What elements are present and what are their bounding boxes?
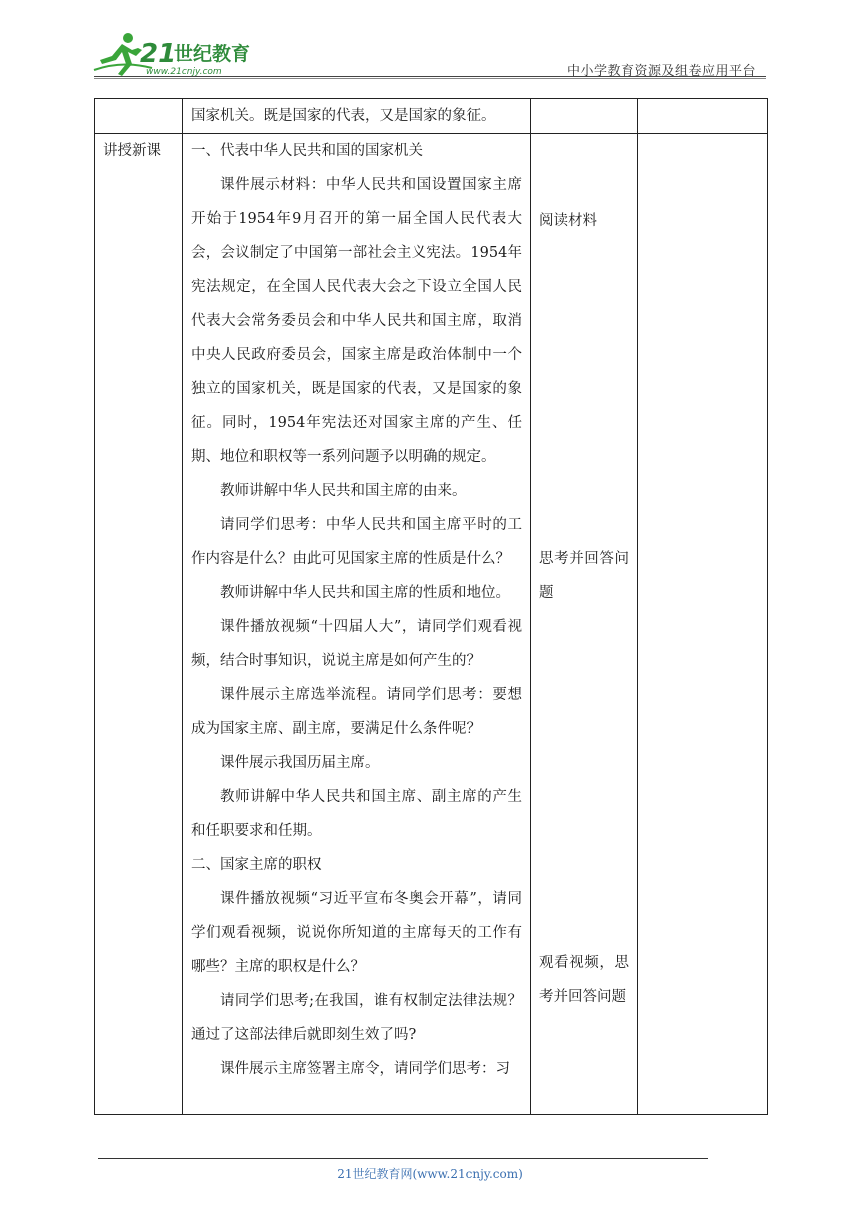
heading-2: 二、国家主席的职权 xyxy=(191,857,322,873)
table-row xyxy=(95,134,768,1115)
header-divider-thin xyxy=(94,78,766,79)
cell-text: 国家机关。既是国家的代表，又是国家的象征。 xyxy=(191,108,496,124)
section-label-cell xyxy=(95,134,183,1115)
table-cell xyxy=(95,99,183,134)
section-label: 讲授新课 xyxy=(103,143,161,159)
paragraph: 教师讲解中华人民共和国主席的性质和地位。 xyxy=(220,585,510,601)
paragraph: 请同学们思考：中华人民共和国主席平时的工作内容是什么？由此可见国家主席的性质是什么？ xyxy=(191,517,522,567)
page-header xyxy=(0,0,860,80)
paragraph: 课件播放视频“习近平宣布冬奥会开幕”，请同学们观看视频，说说你所知道的主席每天的工作有哪些？主席的职权是什么？ xyxy=(191,891,522,975)
svg-text:www.21cnjy.com: www.21cnjy.com xyxy=(146,67,222,77)
paragraph: 课件播放视频“十四届人大”，请同学们观看视频，结合时事知识，说说主席是如何产生的？ xyxy=(191,619,522,669)
svg-text:世纪教育: 世纪教育 xyxy=(174,43,251,65)
table-cell xyxy=(638,99,768,134)
content-cell xyxy=(183,134,531,1115)
table-cell xyxy=(183,99,531,134)
svg-text:21: 21 xyxy=(140,39,177,69)
table-row xyxy=(95,99,768,134)
header-platform-text: 中小学教育资源及组卷应用平台 xyxy=(566,64,756,79)
heading-1: 一、代表中华人民共和国的国家机关 xyxy=(191,143,423,159)
table-cell xyxy=(638,134,768,1115)
header-divider xyxy=(94,76,766,77)
paragraph: 课件展示主席签署主席令，请同学们思考：习 xyxy=(220,1061,510,1077)
activity-text: 思考并回答问题 xyxy=(539,551,629,601)
paragraph: 课件展示材料：中华人民共和国设置国家主席开始于1954年9月召开的第一届全国人民代表大会，会议制定了中国第一部社会主义宪法。1954年宪法规定，在全国人民代表大会之下设立全国人民代表大会常务委员会和中华人民共和国主席，取消中央人民政府委员会，国家主席是政治体制中一个独立的国家机关，既是国家的代表，又是国家的象征。同时，1954年宪法还对国家主席的产生、任期、地位和职权等一系列问题予以明确的规定。 xyxy=(191,177,522,465)
footer-divider xyxy=(98,1158,708,1159)
logo-graphic xyxy=(92,30,262,78)
paragraph: 教师讲解中华人民共和国主席的由来。 xyxy=(220,483,467,499)
lesson-table xyxy=(94,98,768,1115)
activity-text: 观看视频，思考并回答问题 xyxy=(539,955,629,1005)
paragraph: 教师讲解中华人民共和国主席、副主席的产生和任职要求和任期。 xyxy=(191,789,522,839)
activity-text: 阅读材料 xyxy=(539,213,597,229)
paragraph: 课件展示主席选举流程。请同学们思考：要想成为国家主席、副主席，要满足什么条件呢？ xyxy=(191,687,522,737)
site-logo[interactable] xyxy=(92,30,262,78)
paragraph: 请同学们思考;在我国，谁有权制定法律法规？通过了这部法律后就即刻生效了吗? xyxy=(191,993,522,1043)
student-activity-cell xyxy=(531,134,638,1115)
footer-link[interactable]: 21世纪教育网(www.21cnjy.com) xyxy=(337,1167,523,1181)
table-cell xyxy=(531,99,638,134)
paragraph: 课件展示我国历届主席。 xyxy=(220,755,380,771)
